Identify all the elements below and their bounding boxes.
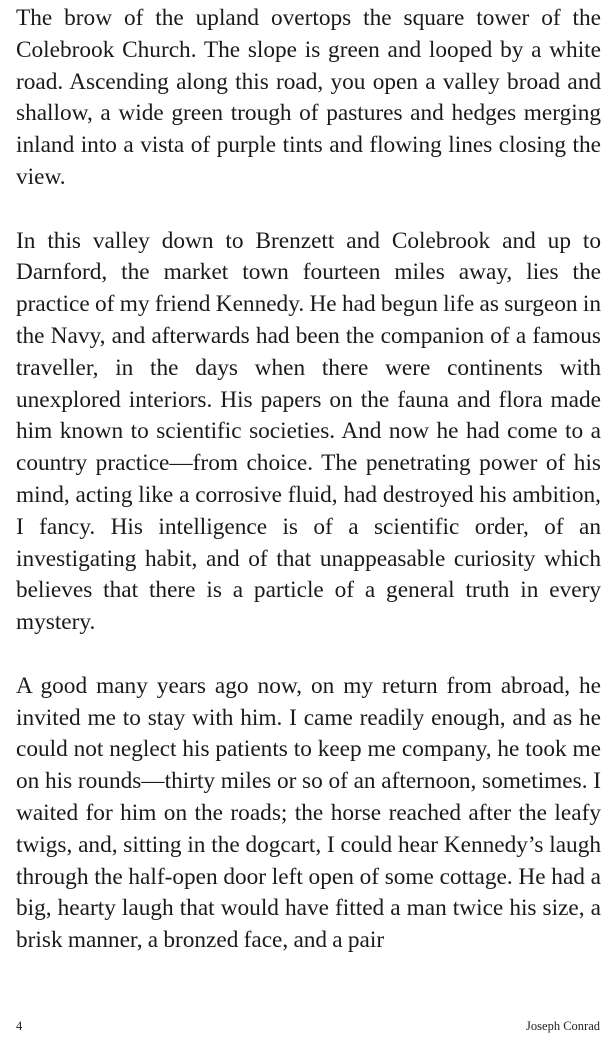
paragraph-1: The brow of the upland overtops the square tower of the Colebrook Church. The slope is green and looped by a white road. Ascending along this road, you open a valley broad and shallow, a wide green trough of pastures and hedges merging inland into a vista of purple tints and flowing lines closing the view. [16,5,601,190]
page-number: 4 [16,1019,23,1033]
page-footer [16,1016,600,1036]
paragraph-2: In this valley down to Brenzett and Colebrook and up to Darnford, the market town fourteen miles away, lies the practice of my friend Kennedy. He had begun life as surgeon in the Navy, and afterwards had been the companion of a famous traveller, in the days when there were continents with unexplored interiors. His papers on the fauna and flora made him known to scientific societies. And now he had come to a country practice—from choice. The penetrating power of his mind, acting like a corrosive fluid, had destroyed his ambition, I fancy. His intelligence is of a scientific order, of an investigating habit, and of that unappeasable curiosity which believes that there is a particle of a general truth in every mystery. [16,227,601,636]
running-head-author: Joseph Conrad [526,1019,600,1033]
body-text [16,3,601,957]
paragraph-3: A good many years ago now, on my return from abroad, he invited me to stay with him. I came readily enough, and as he could not neglect his patients to keep me company, he took me on his rounds—thirty miles or so of an afternoon, sometimes. I waited for him on the roads; the horse reached after the leafy twigs, and, sitting in the dogcart, I could hear Kennedy’s laugh through the half-open door left open of some cottage. He had a big, hearty laugh that would have fitted a man twice his size, a brisk manner, a bronzed face, and a pair [16,672,601,954]
